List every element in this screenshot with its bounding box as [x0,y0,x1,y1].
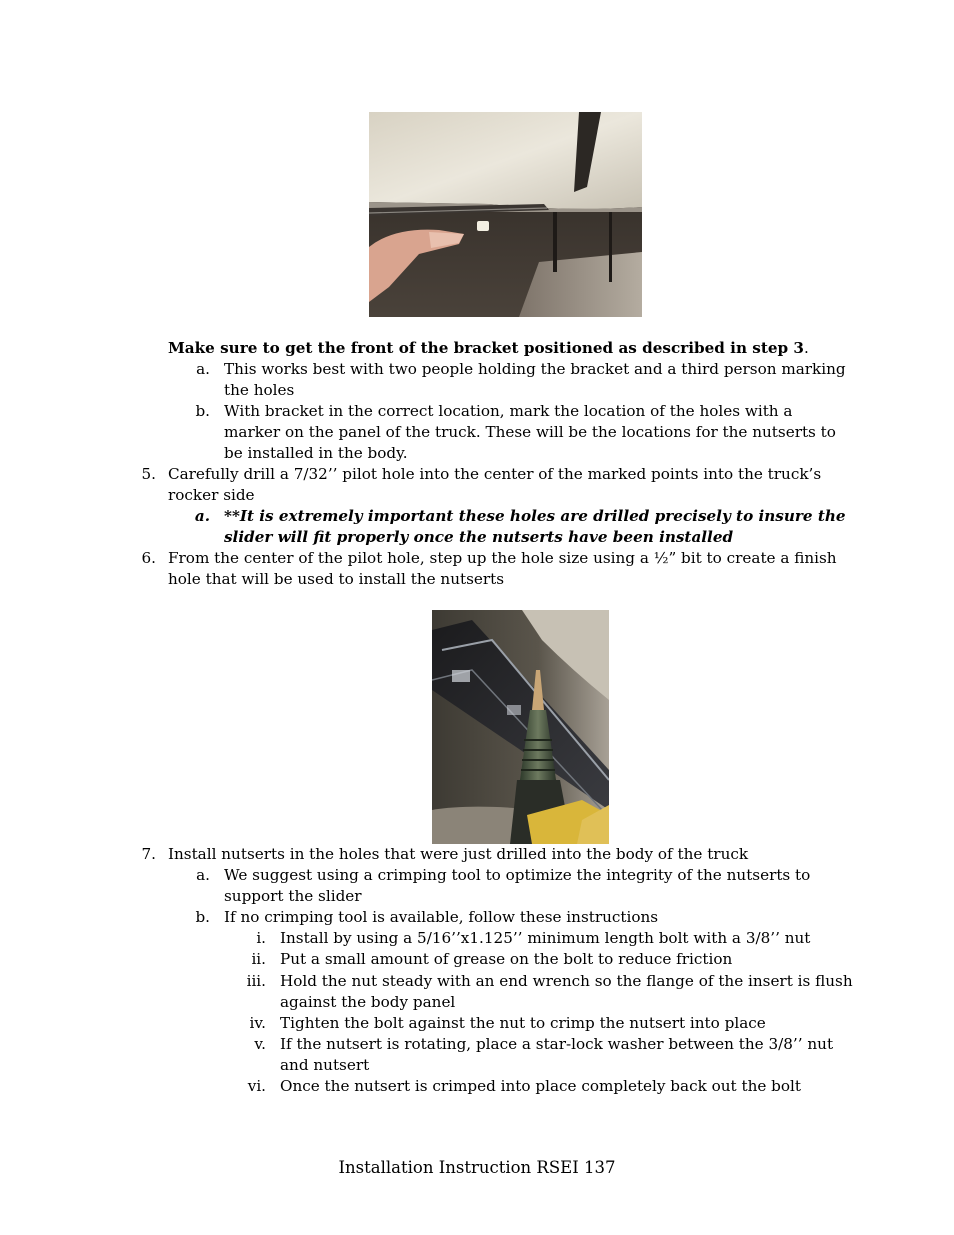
list-marker: a. [196,360,210,378]
list-marker: a. [196,866,210,884]
roman-marker: iii. [246,972,266,990]
step-number: 7. [141,845,156,863]
bracket-position-note-bold: Make sure to get the front of the bracket positioned as described in step 3 [168,339,804,357]
drilling-photo [432,610,609,844]
list-marker: a. [194,507,210,525]
list-item-text: This works best with two people holding the bracket and a third person marking [224,360,846,378]
list-marker: b. [195,908,210,926]
roman-item-text: Tighten the bolt against the nut to crimp the nutsert into place [280,1014,766,1032]
page-footer: Installation Instruction RSEI 137 [338,1158,616,1177]
step-number: 6. [141,549,156,567]
roman-item-text: Put a small amount of grease on the bolt to reduce friction [280,950,733,968]
list-marker: b. [195,402,210,420]
list-item-text: We suggest using a crimping tool to optimize the integrity of the nutserts to [224,866,811,884]
warning-text: slider will fit properly once the nutserts have been installed [224,528,734,546]
roman-marker: v. [254,1035,266,1053]
step-number: 5. [141,465,156,483]
roman-marker: iv. [249,1014,266,1032]
roman-item-text: and nutsert [280,1056,370,1074]
roman-item-text: If the nutsert is rotating, place a star-lock washer between the 3/8’’ nut [280,1035,834,1053]
bracket-position-note [168,338,809,359]
roman-marker: i. [256,929,266,947]
roman-marker: ii. [251,950,266,968]
step-text: rocker side [168,486,255,504]
bracket-position-note-period: . [803,339,809,357]
list-item-text: the holes [224,381,295,399]
step-text: Carefully drill a 7/32’’ pilot hole into the center of the marked points into the truck’s [168,465,822,483]
step-text: From the center of the pilot hole, step up the hole size using a ½” bit to create a finish [168,549,837,567]
list-item-text: If no crimping tool is available, follow these instructions [224,908,659,926]
roman-item-text: Install by using a 5/16’’x1.125’’ minimum length bolt with a 3/8’’ nut [280,929,811,947]
step-text: hole that will be used to install the nutserts [168,570,505,588]
list-item-text: support the slider [224,887,362,905]
roman-marker: vi. [247,1077,266,1095]
roman-item-text: Once the nutsert is crimped into place completely back out the bolt [280,1077,801,1095]
roman-item-text: Hold the nut steady with an end wrench so the flange of the insert is flush [280,972,853,990]
warning-text: **It is extremely important these holes are drilled precisely to insure the [224,507,846,525]
step-text: Install nutserts in the holes that were just drilled into the body of the truck [168,845,749,863]
list-item-text: marker on the panel of the truck. These will be the locations for the nutserts to [224,423,836,441]
list-item-text: be installed in the body. [224,444,408,462]
list-item-text: With bracket in the correct location, mark the location of the holes with a [224,402,793,420]
roman-item-text: against the body panel [280,993,456,1011]
bracket-position-photo [369,112,642,317]
